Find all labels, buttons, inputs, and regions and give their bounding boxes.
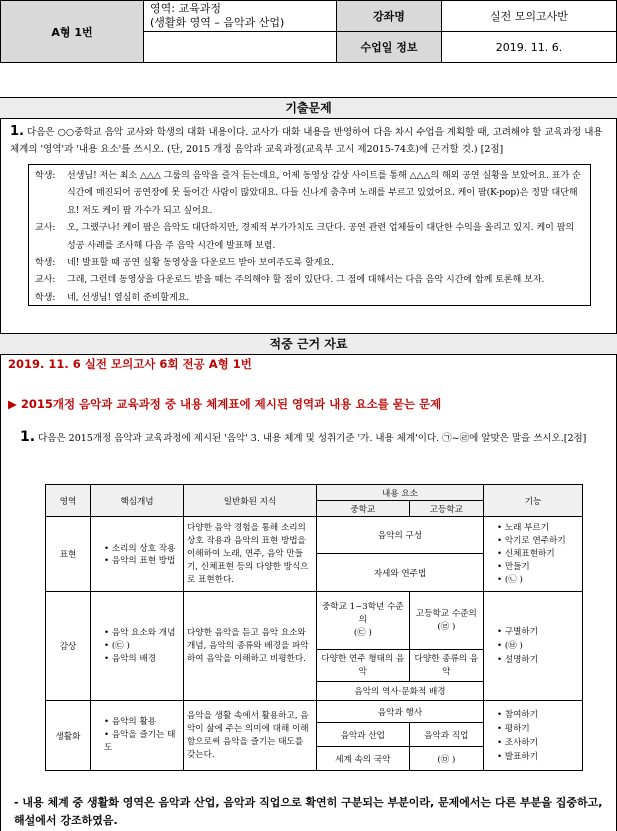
dialog-text: 네, 선생님! 열심히 준비할게요. [67, 292, 190, 303]
header-table [0, 0, 617, 62]
r3-function [484, 701, 583, 771]
dialog-line [35, 220, 584, 255]
core-item: • 음악 요소와 개념 [104, 627, 180, 640]
date-label: 수업일 정보 [337, 32, 442, 63]
core-item: • (㉢ ) [104, 640, 180, 653]
function-item: • 신체표현하기 [497, 548, 579, 561]
basis-red-title: 2019. 11. 6 실전 모의고사 6회 전공 A형 1번 [8, 357, 252, 371]
function-item: • 조사하기 [497, 736, 579, 750]
r3-middle-2: 세계 속의 국악 [317, 747, 410, 771]
dialog-line [35, 272, 584, 289]
speaker: 교사: [35, 223, 56, 234]
dialog-text: 오, 그랬구나! 케이 팝은 음악도 대단하지만, 경제적 부가가치도 크단다. 공연 관련 업체들이 대단한 수익을 올리고 있지. 케이 팝의 성공 사례를 조사해 다음 주 음악 시간에 발표해 보렴. [67, 223, 575, 251]
function-item: • 참여하기 [497, 708, 579, 722]
function-item: • 구별하기 [497, 625, 579, 639]
r3-general: 음악을 생활 속에서 활용하고, 음악이 삶에 주는 의미에 대해 이해함으로써 음악을 즐기는 태도를 갖는다. [184, 701, 317, 771]
basis-question [20, 428, 605, 448]
core-item: • 음악의 활용 [104, 716, 180, 729]
area-label [144, 1, 337, 32]
dialog-text: 그래, 그런데 동영상을 다운로드 받을 때는 주의해야 할 점이 있단다. 그 점에 대해서는 다음 음악 시간에 함께 토론해 보자. [67, 275, 545, 286]
function-item: • (㉥ ) [497, 639, 579, 653]
r3-core [91, 701, 184, 771]
th-area: 영역 [46, 485, 91, 517]
area-label-text: 영역: 교육과정 [150, 2, 221, 15]
r3-middle: 음악과 산업 [317, 723, 410, 747]
row-area-life: 생활화 [46, 701, 91, 771]
core-item: • 소리의 상호 작용 [104, 542, 180, 554]
core-item: • 음악을 즐기는 태도 [104, 729, 180, 755]
footer-note: - 내용 체계 중 생활화 영역은 음악과 산업, 음악과 직업으로 확연히 구분되는 부분이라, 문제에서는 다른 부분을 집중하고, 해설에서 강조하였음. [14, 796, 603, 827]
exam-question-number: 1. [10, 124, 24, 139]
r2-general: 다양한 음악을 듣고 음악 요소와 개념, 음악의 종류와 배경을 파악하여 음악을 이해하고 비평한다. [184, 592, 317, 701]
exam-question [10, 123, 606, 158]
document-title: A형 1번 [1, 1, 144, 63]
speaker: 학생: [35, 171, 56, 181]
dialog-line [35, 290, 584, 307]
basis-band: 적중 근거 자료 [0, 333, 617, 355]
r1-content-2: 자세와 연주법 [317, 554, 484, 592]
date-value: 2019. 11. 6. [442, 32, 617, 63]
r2-middle [317, 592, 410, 650]
r1-function [484, 517, 583, 592]
function-item: • 설명하기 [497, 653, 579, 667]
row-area-expression: 표현 [46, 517, 91, 592]
function-item: • 악기로 연주하기 [497, 535, 579, 548]
r2-core [91, 592, 184, 701]
r2-middle-blank: (㉢ ) [353, 628, 372, 638]
th-function: 기능 [484, 485, 583, 517]
r2-high-text: 고등학교 수준의 [415, 608, 477, 619]
r2-high-blank: (㉣ ) [437, 621, 456, 632]
function-item: • 만들기 [497, 561, 579, 574]
r3-content: 음악과 행사 [317, 701, 484, 723]
function-item: • 노래 부르기 [497, 522, 579, 535]
dialog-text: 네! 발표할 때 공연 실황 동영상을 다운로드 받아 보여주도록 할게요. [67, 258, 334, 269]
core-item: • 음악의 표현 방법 [104, 554, 180, 566]
r2-high-3: 다양한 종류의 음악 [409, 650, 483, 682]
th-core: 핵심개념 [91, 485, 184, 517]
function-item: • 평하기 [497, 722, 579, 736]
r2-content: 음악의 역사·문화적 배경 [317, 682, 484, 701]
r2-middle-3: 다양한 연주 형태의 음악 [317, 650, 410, 682]
r3-high: 음악과 직업 [409, 723, 483, 747]
area-sub-text: (생활화 영역 – 음악과 산업) [150, 16, 285, 29]
r2-middle-text: 중학교 1~3학년 수준의 [321, 602, 404, 625]
basis-question-text: 다음은 2015개정 음악과 교육과정에 제시된 '음악' 3. 내용 체계 및 성취기준 '가. 내용 체계'이다. ㉠~㉣에 알맞은 말을 쓰시오.[2점] [38, 433, 587, 444]
dialog-line [35, 168, 584, 220]
core-item: • 음악의 배경 [104, 653, 180, 666]
r1-general: 다양한 음악 경험을 통해 소리의 상호 작용과 음악의 표현 방법을 이해하여 노래, 연주, 음악 만들기, 신체표현 등의 다양한 방식으로 표현한다. [184, 517, 317, 592]
r1-content-1: 음악의 구성 [317, 517, 484, 554]
area-spacer [144, 32, 337, 63]
row-area-appreciation: 감상 [46, 592, 91, 701]
th-content: 내용 요소 [317, 485, 484, 501]
basis-red-subtitle: ▶ 2015개정 음악과 교육과정 중 내용 체계표에 제시된 영역과 내용 요소를 묻는 문제 [8, 397, 442, 411]
speaker: 교사: [35, 275, 56, 286]
r1-core [91, 517, 184, 592]
speaker: 학생: [35, 292, 56, 303]
th-middle: 중학교 [317, 501, 410, 517]
exam-question-text: 다음은 ○○중학교 음악 교사와 학생의 대화 내용이다. 교사가 대화 내용을 반영하여 다음 차시 수업을 계획할 때, 고려해야 할 교육과정 내용 체계의 '영역'과 '내용 요소'를 쓰시오. (단, 2015 개정 음악과 교육과정(교육부 고시 제2015-74호)에 근거할 것.) [2점] [10, 127, 603, 155]
course-label: 강좌명 [337, 1, 442, 32]
r2-function [484, 592, 583, 701]
r3-high-2: (㉤ ) [409, 747, 483, 771]
basis-question-number: 1. [20, 429, 36, 445]
dialog-line [35, 255, 584, 272]
th-high: 고등학교 [409, 501, 483, 517]
course-value: 실전 모의고사반 [442, 1, 617, 32]
dialog-box [28, 164, 591, 306]
speaker: 학생: [35, 258, 56, 269]
r2-high [409, 592, 483, 650]
content-system-table [45, 484, 583, 771]
th-general: 일반화된 지식 [184, 485, 317, 517]
exam-band: 기출문제 [0, 97, 617, 119]
function-item: • (㉡ ) [497, 574, 579, 587]
dialog-text: 선생님! 저는 최소 △△△ 그룹의 음악을 즐겨 듣는데요, 어제 동영상 감상 사이트를 통해 △△△의 해외 공연 실황을 보았어요. 표가 순식간에 매진되어 공연장에 못 들어간 사람이 많았대요. 다들 신나게 춤추며 노래를 부르고 있었어요. 케이 팝(K-pop)은 정말 대단해요! 저도 케이 팝 가수가 되고 싶어요. [67, 171, 581, 216]
function-item: • 발표하기 [497, 750, 579, 764]
